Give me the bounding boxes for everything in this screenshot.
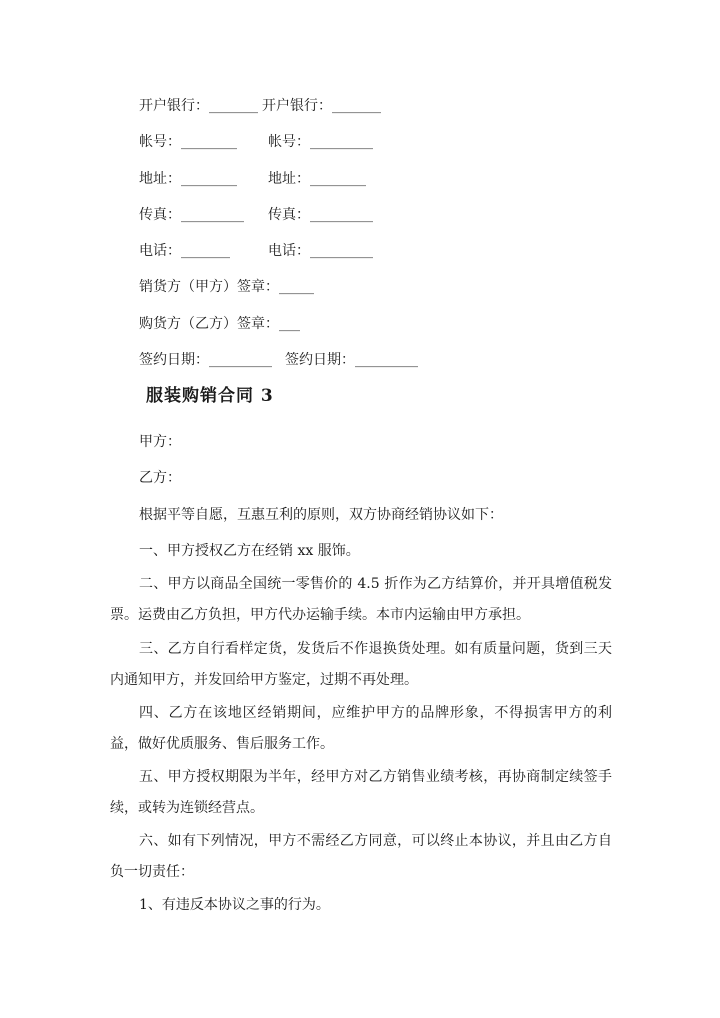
phone-field-a: 电话：_______ — [139, 243, 230, 259]
party-b-label: 乙方： — [139, 470, 181, 486]
address-field-b: 地址：________ — [268, 171, 366, 187]
clause-3: 三、乙方自行看样定货，发货后不作退换货处理。如有质量问题，货到三天内通知甲方，并发回给甲方鉴定，过期不再处理。 — [110, 641, 612, 688]
buyer-signature-field: 购货方（乙方）签章：___ — [139, 316, 300, 332]
clause-1: 一、甲方授权乙方在经销 xx 服饰。 — [139, 543, 360, 559]
fax-field-a: 传真：_________ — [139, 207, 244, 223]
sign-date-field-a: 签约日期：_________ — [139, 352, 272, 368]
clause-6: 六、如有下列情况，甲方不需经乙方同意，可以终止本协议，并且由乙方自负一切责任： — [110, 833, 612, 880]
party-a-label: 甲方： — [139, 434, 181, 450]
seller-signature-field: 销货方（甲方）签章：_____ — [139, 279, 314, 295]
account-field-a: 帐号：________ — [139, 134, 237, 150]
phone-field-b: 电话：_________ — [268, 243, 373, 259]
account-field-b: 帐号：_________ — [268, 134, 373, 150]
clause-6-item-1: 1、有违反本协议之事的行为。 — [139, 897, 330, 913]
contract-title: 服装购销合同 3 — [146, 386, 274, 406]
clause-4: 四、乙方在该地区经销期间，应维护甲方的品牌形象，不得损害甲方的利益，做好优质服务、售后服务工作。 — [110, 705, 612, 752]
intro-paragraph: 根据平等自愿，互惠互利的原则，双方协商经销协议如下： — [139, 507, 503, 523]
sign-date-field-b: 签约日期：_________ — [285, 352, 418, 368]
clause-5: 五、甲方授权期限为半年，经甲方对乙方销售业绩考核，再协商制定续签手续，或转为连锁经营点。 — [110, 769, 612, 816]
clause-2: 二、甲方以商品全国统一零售价的 4.5 折作为乙方结算价，并开具增值税发票。运费由乙方负担，甲方代办运输手续。本市内运输由甲方承担。 — [110, 576, 612, 623]
bank-field-a: 开户银行：_______ — [139, 98, 258, 114]
address-field-a: 地址：________ — [139, 171, 237, 187]
bank-field-b: 开户银行：_______ — [262, 98, 381, 114]
fax-field-b: 传真：_________ — [268, 207, 373, 223]
